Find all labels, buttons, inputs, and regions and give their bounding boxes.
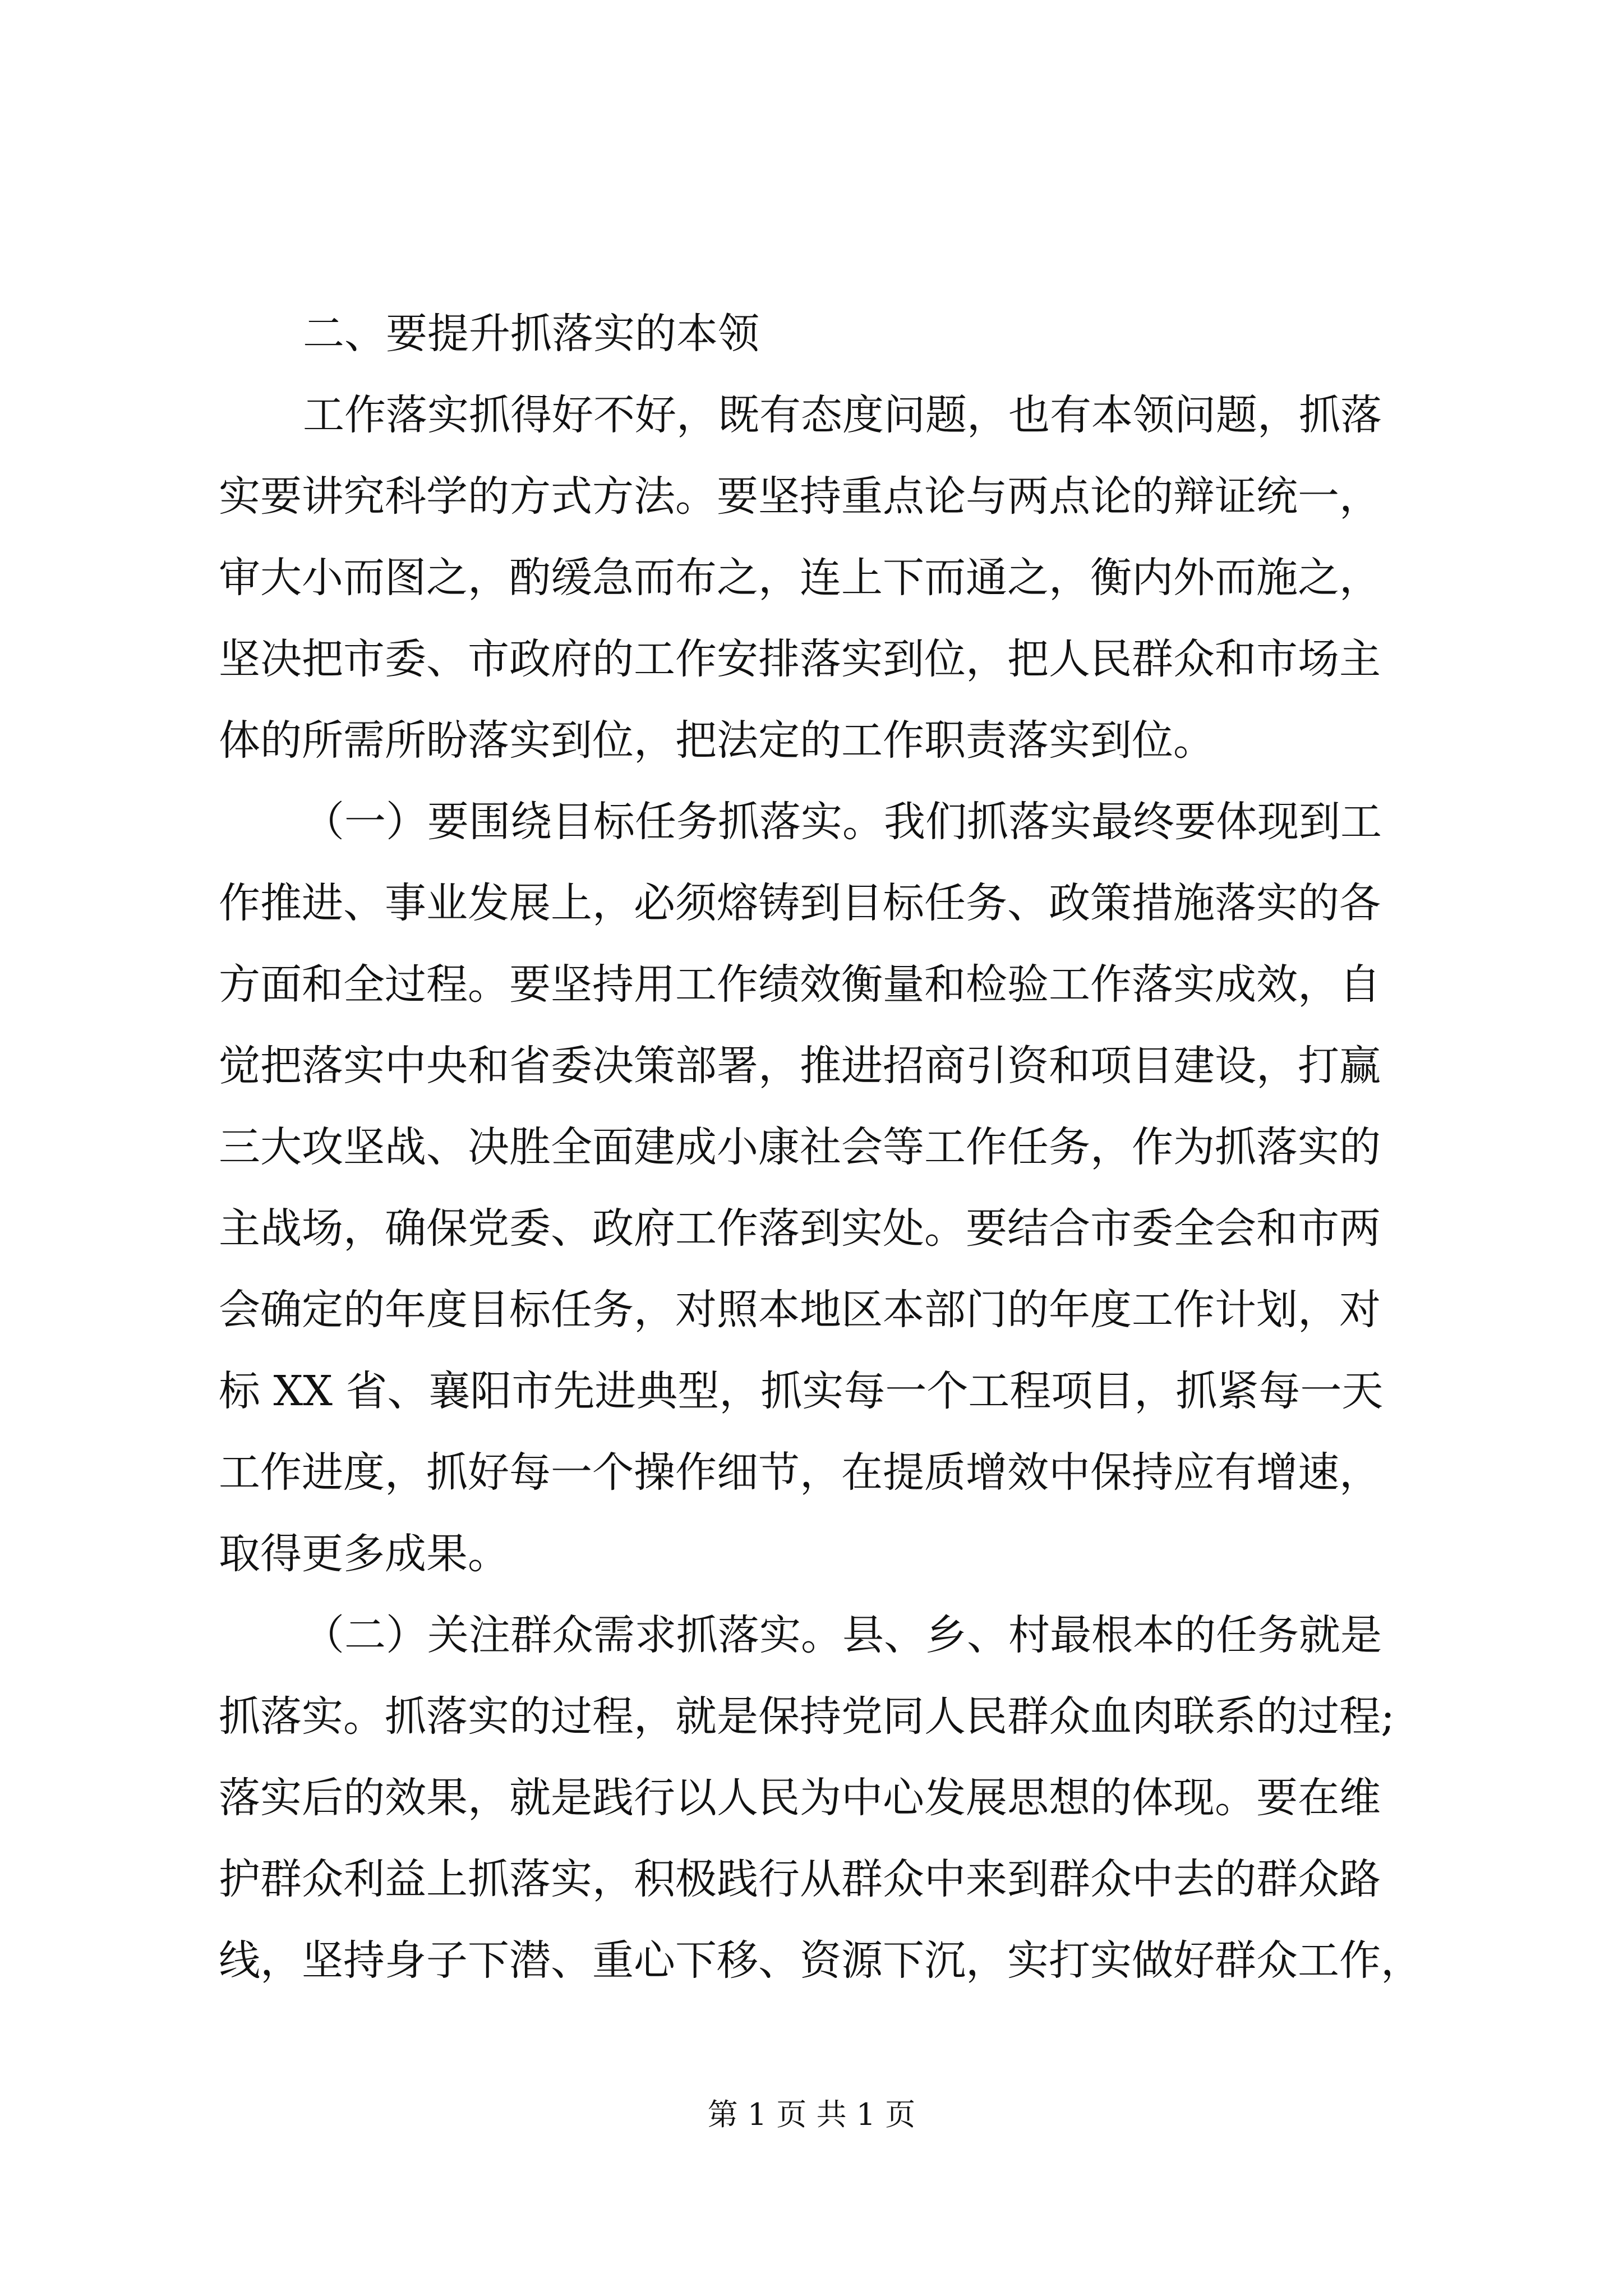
- paragraph-line: 线，坚持身子下潜、重心下移、资源下沉，实打实做好群众工作，: [219, 1936, 1422, 1985]
- paragraph-line: 落实后的效果，就是践行以人民为中心发展思想的体现。要在维: [219, 1774, 1381, 1822]
- paragraph-line: 工作落实抓得好不好，既有态度问题，也有本领问题，抓落: [303, 391, 1382, 439]
- paragraph-line: 体的所需所盼落实到位，把法定的工作职责落实到位。: [219, 716, 1215, 765]
- paragraph-line: 工作进度，抓好每一个操作细节，在提质增效中保持应有增速，: [219, 1448, 1381, 1497]
- paragraph-line: 觉把落实中央和省委决策部署，推进招商引资和项目建设，打赢: [219, 1042, 1381, 1090]
- page-footer: 第 1 页 共 1 页: [707, 2097, 916, 2132]
- paragraph-line: 方面和全过程。要坚持用工作绩效衡量和检验工作落实成效，自: [219, 960, 1381, 1009]
- paragraph-line: 主战场，确保党委、政府工作落到实处。要结合市委全会和市两: [219, 1204, 1381, 1253]
- paragraph-line: 会确定的年度目标任务，对照本地区本部门的年度工作计划，对: [219, 1286, 1381, 1334]
- paragraph-line: 抓落实。抓落实的过程，就是保持党同人民群众血肉联系的过程;: [219, 1692, 1395, 1741]
- paragraph-line: 三大攻坚战、决胜全面建成小康社会等工作任务，作为抓落实的: [219, 1123, 1381, 1171]
- paragraph-line: 作推进、事业发展上，必须熔铸到目标任务、政策措施落实的各: [219, 879, 1381, 927]
- paragraph-line: 坚决把市委、市政府的工作安排落实到位，把人民群众和市场主: [219, 635, 1381, 683]
- paragraph-line: 护群众利益上抓落实，积极践行从群众中来到群众中去的群众路: [219, 1855, 1381, 1903]
- paragraph-line: 取得更多成果。: [219, 1530, 509, 1578]
- paragraph-line: 标 XX 省、襄阳市先进典型，抓实每一个工程项目，抓紧每一天: [219, 1367, 1384, 1415]
- paragraph-line: 审大小而图之，酌缓急而布之，连上下而通之，衡内外而施之，: [219, 554, 1381, 602]
- paragraph-line: （二）关注群众需求抓落实。县、乡、村最根本的任务就是: [303, 1611, 1382, 1659]
- section-heading: 二、要提升抓落实的本领: [303, 310, 759, 358]
- paragraph-line: 实要讲究科学的方式方法。要坚持重点论与两点论的辩证统一，: [219, 472, 1381, 521]
- paragraph-line: （一）要围绕目标任务抓落实。我们抓落实最终要体现到工: [303, 798, 1382, 846]
